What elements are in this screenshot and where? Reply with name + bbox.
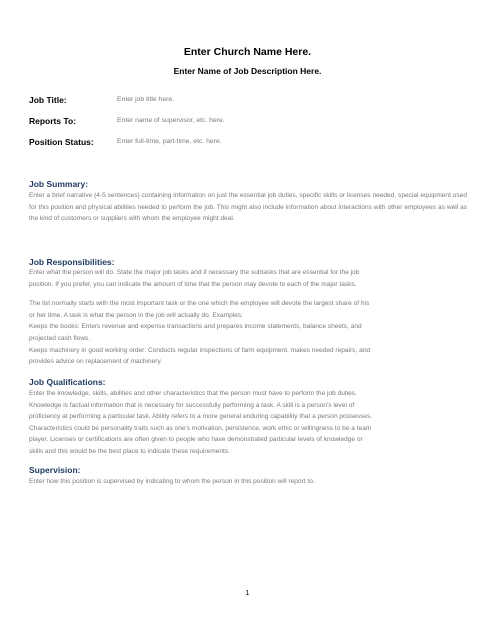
job-description-name: Enter Name of Job Description Here. <box>173 66 322 76</box>
reports-to-value: Enter name of supervisor, etc. here. <box>117 117 225 124</box>
qualifications-line: Enter the knowledge, skills, abilities and other characteristics that the person must have to perform the job duties. <box>29 390 357 397</box>
church-name-title: Enter Church Name Here. <box>183 46 312 58</box>
responsibilities-line: projected cash flows. <box>29 334 91 342</box>
position-status-value: Enter full-time, part-time, etc. here. <box>117 138 222 145</box>
responsibilities-line: Keeps machinery in good working order: Conducts regular inspections of farm equipment, makes needed repairs, and <box>29 346 370 354</box>
supervision-heading: Supervision: <box>29 465 81 475</box>
qualifications-line: proficiency at performing a particular task. Ability refers to a more general enduring capability that a person possesses. <box>29 413 373 421</box>
responsibilities-line: Keeps the books: Enters revenue and expense transactions and prepares income statements, balance sheets, and <box>29 323 362 331</box>
position-status-label: Position Status: <box>29 137 94 147</box>
supervision-text: Enter how this position is supervised by indicating to whom the person in this position will report to. <box>29 478 315 485</box>
qualifications-line: player. Licenses or certifications are often given to people who have demonstrated particular levels of knowledge or <box>29 436 363 444</box>
job-responsibilities-heading: Job Responsibilities: <box>29 257 115 267</box>
responsibilities-line: position. If you prefer, you can indicate the amount of time that the person may devote to each of the major tasks. <box>29 280 357 288</box>
qualifications-line: skills and this would be the best place to indicate these requirements. <box>29 447 230 455</box>
job-title-label: Job Title: <box>29 95 67 105</box>
responsibilities-line: or her time. A task is what the person in the job will actually do. Examples: <box>29 311 243 319</box>
job-summary-text: Enter a brief narrative (4-5 sentences) containing information on just the essential job duties, specific skills or licenses needed, special equipment used for this position and physical abilities needed to perform the job. This might also include information about interactions with other employees as well as the kind of customers or suppliers with whom the employee might deal. <box>29 192 467 223</box>
job-responsibilities-text <box>29 267 467 368</box>
reports-to-label: Reports To: <box>29 116 77 126</box>
job-qualifications-text <box>29 388 467 458</box>
responsibilities-line: The list normally starts with the most important task or the one which the employee will devote the largest share of his <box>29 300 370 308</box>
page-number: 1 <box>245 590 250 597</box>
job-summary-heading: Job Summary: <box>29 179 89 189</box>
job-title-value: Enter job title here. <box>117 96 175 103</box>
qualifications-line: Knowledge is factual information that is necessary for successfully performing a task. A skill is a person’s level of <box>29 401 355 409</box>
job-qualifications-heading: Job Qualifications: <box>29 377 106 387</box>
qualifications-line: Characteristics could be personality traits such as one’s motivation, persistence, work ethic or willingness to be a team <box>29 424 372 432</box>
responsibilities-line: Enter what the person will do. State the major job tasks and if necessary the subtasks that are essential for the job <box>29 269 360 276</box>
responsibilities-line: provides advice on replacement of machinery. <box>29 358 163 366</box>
